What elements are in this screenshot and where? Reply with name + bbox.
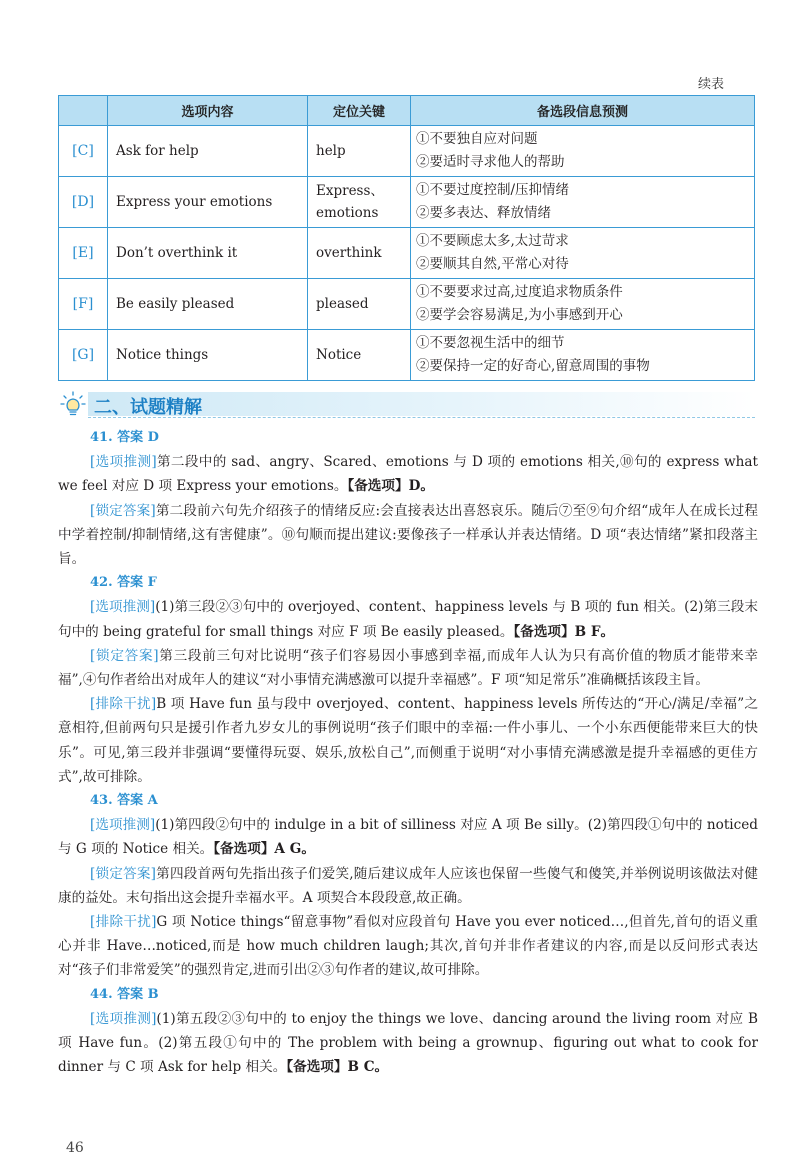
table-row	[59, 228, 755, 279]
paragraph	[58, 692, 758, 789]
row-content: Be easily pleased	[108, 279, 308, 330]
table-row	[59, 330, 755, 381]
row-key	[308, 177, 411, 228]
row-info	[411, 126, 755, 177]
row-info	[411, 228, 755, 279]
continued-label: 续表	[697, 77, 724, 92]
row-content: Don’t overthink it	[108, 228, 308, 279]
paragraph-tag: [锁定答案]	[90, 647, 159, 664]
section-title: 二、试题精解	[94, 397, 202, 418]
row-letter: [D]	[59, 177, 108, 228]
paragraph-tag: [锁定答案]	[90, 865, 156, 882]
paragraph-tag: [选项推测]	[90, 454, 157, 471]
answer-heading: 44. 答案 B	[90, 986, 159, 1002]
answer-heading: 43. 答案 A	[90, 793, 158, 809]
paragraph-text: 第四段首两句先指出孩子们爱笑,随后建议成年人应该也保留一些傻气和傻笑,并举例说明该做法对健康的益处。末句指出这会提升幸福水平。A 项契合本段段意,故正确。	[58, 865, 758, 906]
paragraph	[58, 595, 758, 643]
paragraph-text: 第三段前三句对比说明“孩子们容易因小事感到幸福,而成年人认为只有高价值的物质才能带来幸福”,④句作者给出对成年人的建议“对小事情充满感激可以提升幸福感”。F 项“知足常乐”准确概括该段主旨。	[58, 647, 758, 689]
header-letter	[59, 96, 108, 126]
info-line: ②要保持一定的好奇心,留意周围的事物	[416, 358, 650, 374]
info-line: ①不要要求过高,过度追求物质条件	[416, 284, 623, 300]
paragraph-text: B 项 Have fun 虽与段中 overjoyed、content、happiness levels 所传达的“开心/满足/幸福”之意相符,但前两句只是援引作者九岁女儿的事例说明“孩子们眼中的幸福:一件小事儿、一个小东西便能带来巨大的快乐”。可见,第三段并非强调“要懂得玩耍、娱乐,放松自己”,而侧重于说明“对小事情充满感激是提升幸福感的更佳方式”,故可排除。	[58, 696, 758, 785]
info-line: ②要适时寻求他人的帮助	[416, 154, 565, 170]
paragraph	[58, 644, 758, 692]
answer-heading: 42. 答案 F	[90, 575, 157, 591]
info-line: ①不要顾虑太多,太过苛求	[416, 233, 569, 249]
page-number: 46	[66, 1140, 84, 1156]
candidate-options: 【备选项】B C。	[286, 1059, 389, 1076]
header-content: 选项内容	[108, 96, 308, 126]
row-letter: [E]	[59, 228, 108, 279]
options-table	[58, 95, 755, 381]
paragraph-text: 第二段中的 sad、angry、Scared、emotions 与 D 项的 emotions 相关,⑩句的 express what we feel 对应 D 项 Express your emotions。	[58, 454, 758, 495]
candidate-options: 【备选项】B F。	[513, 623, 615, 640]
row-info	[411, 330, 755, 381]
paragraph	[58, 813, 758, 861]
row-letter: [F]	[59, 279, 108, 330]
paragraph-text: (1)第五段②③句中的 to enjoy the things we love、dancing around the living room 对应 B 项 Have fun。(2)第五段①句中的 The problem with being a grownup、figuring out what to cook for dinner 与 C 项 Ask for help 相关。	[58, 1010, 759, 1076]
table-header-row	[59, 96, 755, 126]
row-content: Ask for help	[108, 126, 308, 177]
row-content: Notice things	[108, 330, 308, 381]
row-info	[411, 177, 755, 228]
paragraph	[58, 862, 758, 910]
paragraph-text: G 项 Notice things“留意事物”看似对应段首句 Have you ever noticed…,但首先,首句的语义重心并非 Have…noticed,而是 how much children laugh;其次,首句并非作者建议的内容,而是以反问形式表达对“孩子们非常爱笑”的强烈肯定,进而引出②③句作者的建议,故可排除。	[58, 914, 759, 979]
paragraph	[58, 499, 758, 572]
table-row	[59, 177, 755, 228]
answer-heading: 41. 答案 D	[90, 430, 159, 445]
row-letter: [G]	[59, 330, 108, 381]
candidate-options: 【备选项】D。	[347, 478, 434, 495]
lightbulb-icon	[58, 390, 88, 418]
paragraph	[58, 1007, 758, 1080]
row-key: help	[308, 126, 411, 177]
info-line: ②要学会容易满足,为小事感到开心	[416, 307, 623, 323]
header-info: 备选段信息预测	[411, 96, 755, 126]
candidate-options: 【备选项】A G。	[213, 841, 315, 858]
section-header	[58, 390, 755, 418]
row-content: Express your emotions	[108, 177, 308, 228]
row-key-text: Express、 emotions	[316, 183, 384, 221]
paragraph-tag: [排除干扰]	[90, 696, 157, 713]
paragraph	[58, 450, 758, 498]
info-line: ②要多表达、释放情绪	[416, 205, 551, 221]
row-key: Notice	[308, 330, 411, 381]
paragraph-text: (1)第四段②句中的 indulge in a bit of silliness 对应 A 项 Be silly。(2)第四段①句中的 noticed 与 G 项的 Notice 相关。	[58, 817, 759, 858]
paragraph-text: (1)第三段②③句中的 overjoyed、content、happiness levels 与 B 项的 fun 相关。(2)第三段末句中的 being grateful for small things 对应 F 项 Be easily pleased。	[58, 599, 758, 640]
row-key: pleased	[308, 279, 411, 330]
paragraph-tag: [选项推测]	[90, 1010, 157, 1027]
answer-body	[58, 426, 758, 1079]
table-row	[59, 279, 755, 330]
paragraph-tag: [排除干扰]	[90, 914, 157, 931]
row-info	[411, 279, 755, 330]
paragraph-tag: [锁定答案]	[90, 502, 156, 519]
paragraph-tag: [选项推测]	[90, 599, 156, 616]
info-line: ①不要忽视生活中的细节	[416, 335, 565, 351]
header-key: 定位关键	[308, 96, 411, 126]
info-line: ①不要独自应对问题	[416, 131, 538, 147]
table-row	[59, 126, 755, 177]
paragraph	[58, 910, 758, 983]
paragraph-text: 第二段前六句先介绍孩子的情绪反应:会直接表达出喜怒哀乐。随后⑦至⑨句介绍“成年人在成长过程中学着控制/抑制情绪,这有害健康”。⑩句顺而提出建议:要像孩子一样承认并表达情绪。D 项“表达情绪”紧扣段落主旨。	[58, 502, 759, 568]
row-key: overthink	[308, 228, 411, 279]
info-line: ①不要过度控制/压抑情绪	[416, 182, 570, 198]
row-letter: [C]	[59, 126, 108, 177]
info-line: ②要顺其自然,平常心对待	[416, 256, 569, 272]
paragraph-tag: [选项推测]	[90, 817, 156, 834]
